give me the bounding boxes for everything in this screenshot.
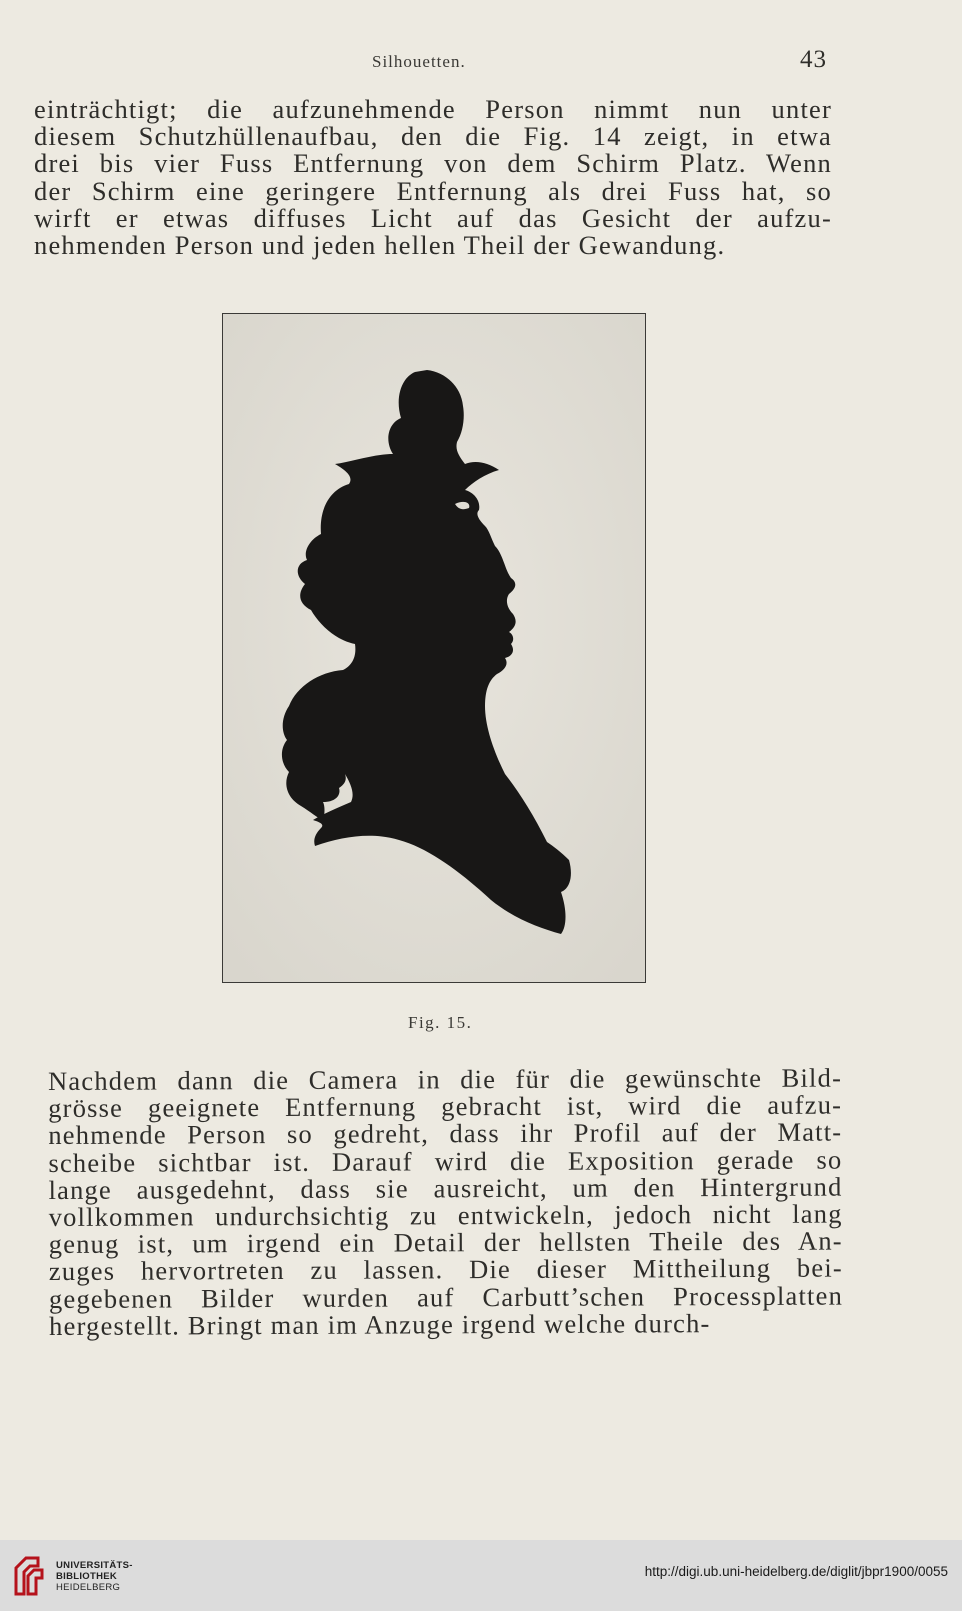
page-number: 43: [800, 46, 827, 73]
paragraph-top: [34, 96, 832, 259]
library-name-line: UNIVERSITÄTS-: [56, 1560, 133, 1571]
footer-bar: [0, 1540, 962, 1611]
figure-caption: Fig. 15.: [408, 1013, 473, 1032]
source-url-link[interactable]: http://digi.ub.uni-heidelberg.de/diglit/jbpr1900/0055: [644, 1564, 948, 1579]
library-logo-icon: [10, 1554, 46, 1598]
running-head: [0, 46, 962, 76]
text-line: zuges hervortreten zu lassen. Die dieser Mittheilung bei-: [48, 1252, 843, 1287]
text-line: vollkommen undurchsichtig zu entwickeln, jedoch nicht lang: [48, 1198, 843, 1233]
text-line: drei bis vier Fuss Entfernung von dem Schirm Platz. Wenn: [34, 148, 832, 179]
silhouette-image: [223, 314, 645, 982]
text-line: lange ausgedehnt, dass sie ausreicht, um den Hintergrund: [48, 1171, 843, 1205]
library-name-line: HEIDELBERG: [56, 1582, 121, 1593]
text-line: hergestellt. Bringt man im Anzuge irgend welche durch-: [49, 1307, 711, 1341]
text-line: genug ist, um irgend ein Detail der hellsten Theile des An-: [48, 1225, 843, 1260]
text-line: grösse geeignete Entfernung gebracht ist, wird die aufzu-: [48, 1089, 843, 1124]
library-name: [56, 1560, 133, 1593]
text-line: scheibe sichtbar ist. Darauf wird die Exposition gerade so: [48, 1144, 843, 1178]
text-line: einträchtigt; die aufzunehmende Person nimmt nun unter: [34, 94, 832, 124]
text-line: diesem Schutzhüllenaufbau, den die Fig. 14 zeigt, in etwa: [34, 121, 832, 152]
text-line: der Schirm eine geringere Entfernung als drei Fuss hat, so: [34, 175, 832, 206]
library-name-line: BIBLIOTHEK: [56, 1571, 118, 1582]
silhouette-figure: [222, 313, 646, 983]
paragraph-bottom: [47, 1062, 844, 1341]
text-line: gegebenen Bilder wurden auf Carbutt’schen Processplatten: [48, 1280, 844, 1314]
text-line: Nachdem dann die Camera in die für die gewünschte Bild-: [47, 1062, 843, 1096]
text-line: wirft er etwas diffuses Licht auf das Gesicht der aufzu-: [34, 202, 832, 233]
text-line: nehmende Person so gedreht, dass ihr Profil auf der Matt-: [48, 1116, 843, 1151]
text-line: nehmenden Person und jeden hellen Theil der Gewandung.: [34, 230, 726, 261]
running-head-title: Silhouetten.: [372, 52, 466, 71]
